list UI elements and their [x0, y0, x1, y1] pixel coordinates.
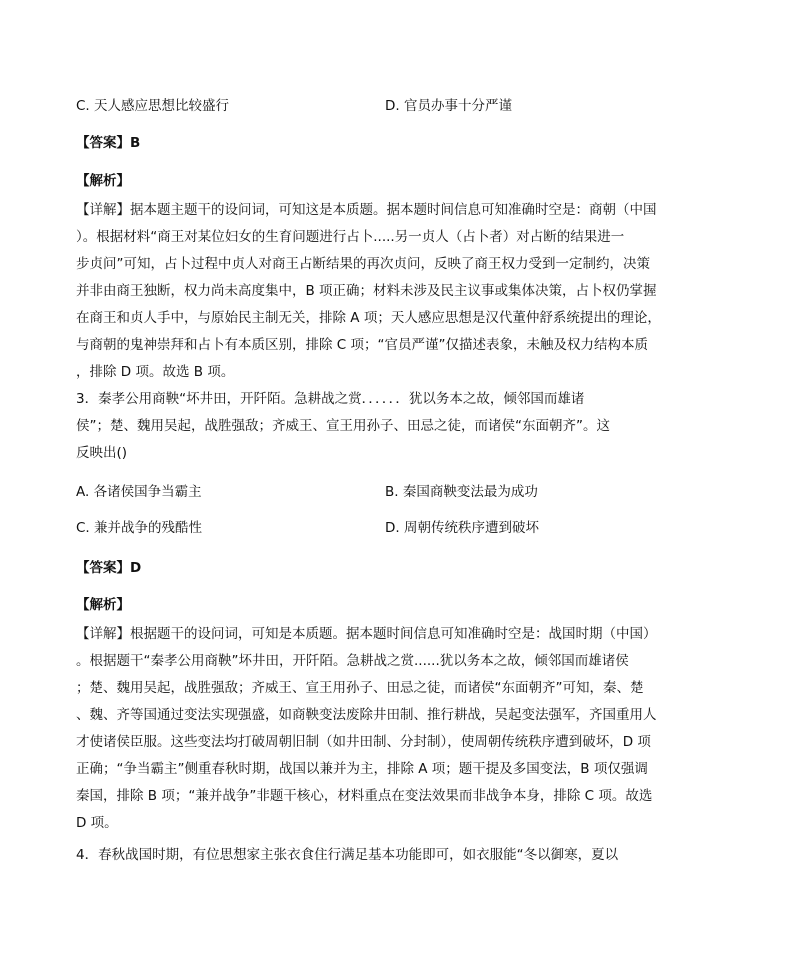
q2-option-d: D. 官员办事十分严谨: [385, 98, 512, 114]
answer-value: D: [130, 560, 142, 576]
answer-label: 【答案】: [76, 135, 130, 151]
explanation-line: ；楚、魏用吴起，战胜强敌；齐威王、宣王用孙子、田忌之徒，而诸侯“东面朝齐”可知，秦、楚: [76, 680, 644, 696]
explanation-line: 正确；“争当霸主”侧重春秋时期，战国以兼并为主，排除 A 项；题干提及多国变法，B 项仅强调: [76, 761, 648, 777]
q2-analysis-label: 【解析】: [76, 173, 130, 189]
answer-label: 【答案】: [76, 560, 130, 576]
stem-line: 4．春秋战国时期，有位思想家主张衣食住行满足基本功能即可，如衣服能“冬以御寒，夏以: [76, 847, 619, 863]
q3-option-b: B. 秦国商鞅变法最为成功: [385, 484, 538, 500]
q2-option-c: C. 天人感应思想比较盛行: [76, 98, 230, 114]
explanation-line: 、魏、齐等国通过变法实现强盛，如商鞅变法废除井田制、推行耕战，吴起变法强军，齐国重用人: [76, 707, 657, 723]
q3-option-c: C. 兼并战争的残酷性: [76, 520, 203, 536]
answer-value: B: [130, 135, 141, 151]
explanation-line: D 项。: [76, 815, 118, 831]
q3-option-d: D. 周朝传统秩序遭到破坏: [385, 520, 539, 536]
q3-answer: [76, 558, 141, 578]
explanation-line: 【详解】根据题干的设问词，可知是本质题。据本题时间信息可知准确时空是：战国时期（中国）: [76, 626, 657, 642]
explanation-line: 并非由商王独断，权力尚未高度集中，B 项正确；材料未涉及民主议事或集体决策，占卜权仍掌握: [76, 283, 657, 299]
q4-stem: [76, 842, 688, 869]
explanation-line: 秦国，排除 B 项；“兼并战争”非题干核心，材料重点在变法效果而非战争本身，排除 C 项。故选: [76, 788, 653, 804]
explanation-line: 在商王和贞人手中，与原始民主制无关，排除 A 项；天人感应思想是汉代董仲舒系统提出的理论，: [76, 310, 661, 326]
stem-line: 反映出(): [76, 445, 128, 461]
stem-line: 侯”；楚、魏用吴起，战胜强敌；齐威王、宣王用孙子、田忌之徒，而诸侯“东面朝齐”。这: [76, 418, 610, 434]
explanation-line: ，排除 D 项。故选 B 项。: [76, 364, 235, 380]
q3-option-a: A. 各诸侯国争当霸主: [76, 484, 202, 500]
explanation-line: 与商朝的鬼神崇拜和占卜有本质区别，排除 C 项；“官员严谨”仅描述表象，未触及权力结构本质: [76, 337, 648, 353]
q3-stem: [76, 386, 688, 467]
explanation-line: 才使诸侯臣服。这些变法均打破周朝旧制（如井田制、分封制），使周朝传统秩序遭到破坏，D 项: [76, 734, 651, 750]
explanation-line: 。根据题干“秦孝公用商鞅”坏井田，开阡陌。急耕战之赏......犹以务本之故，倾邻国而雄诸侯: [76, 653, 629, 669]
q3-explanation: [76, 621, 688, 837]
explanation-line: ）。根据材料“商王对某位妇女的生育问题进行占卜.....另一贞人（占卜者）对占断的结果进一: [76, 229, 625, 245]
explanation-line: 步贞问”可知，占卜过程中贞人对商王占断结果的再次贞问，反映了商王权力受到一定制约，决策: [76, 256, 650, 272]
q3-analysis-label: 【解析】: [76, 597, 130, 613]
explanation-line: 【详解】据本题主题干的设问词，可知这是本质题。据本题时间信息可知准确时空是：商朝（中国: [76, 202, 657, 218]
q2-explanation: [76, 197, 688, 386]
q2-answer: [76, 133, 140, 153]
stem-line: 3．秦孝公用商鞅“坏井田，开阡陌。急耕战之赏．．．．．．犹以务本之故，倾邻国而雄诸: [76, 391, 585, 407]
